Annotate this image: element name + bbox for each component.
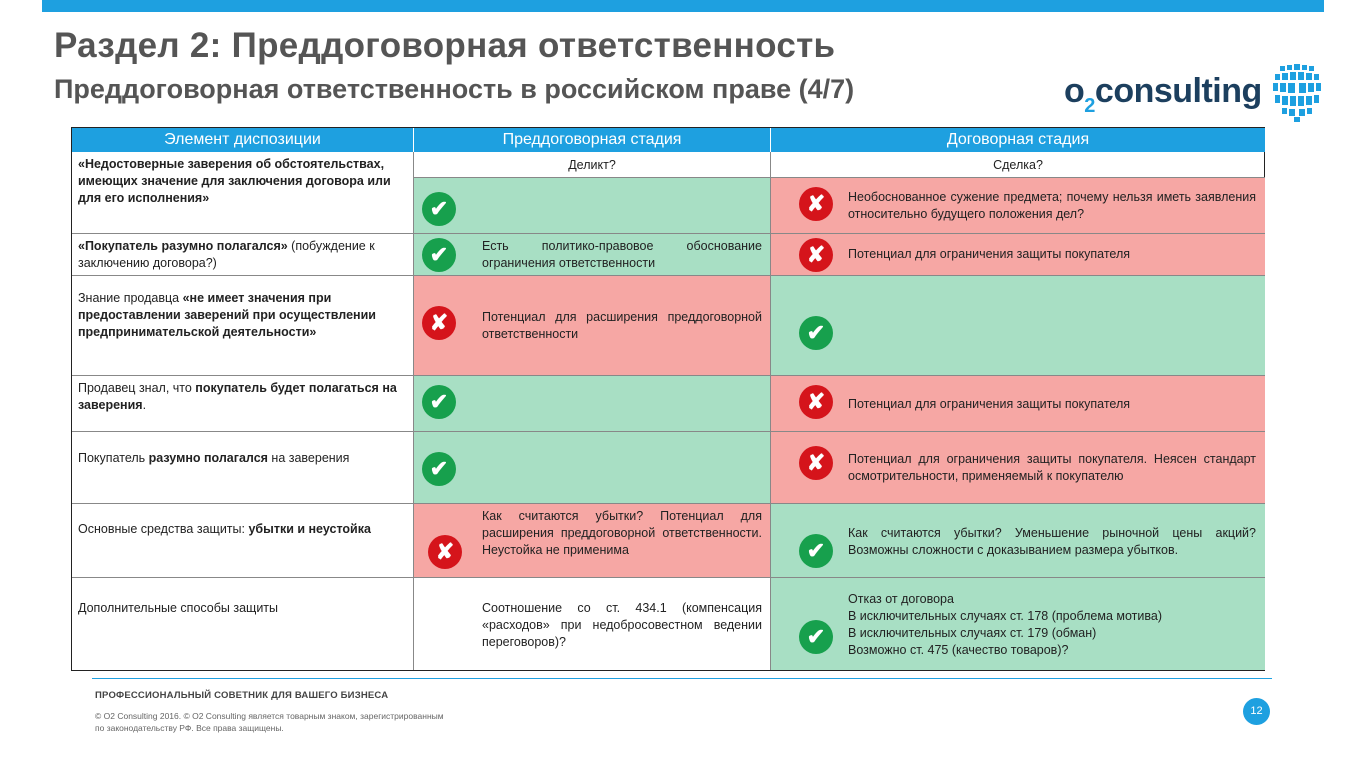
check-icon: ✔ (422, 385, 456, 419)
footer-divider (92, 678, 1272, 679)
check-icon: ✔ (422, 238, 456, 272)
row-6-element: Основные средства защиты: убытки и неустойка (72, 504, 414, 578)
column-header-pre: Преддоговорная стадия (414, 128, 771, 152)
cross-icon: ✘ (799, 385, 833, 419)
pre-subheader: Деликт? (414, 152, 771, 178)
row-6-pre: ✘ Как считаются убытки? Потенциал для расширения преддоговорной ответственности. Неустойка не применима (414, 504, 771, 578)
row-5-pre (414, 432, 771, 504)
cross-icon: ✘ (428, 535, 462, 569)
row-2-pre: ✔ Есть политико-правовое обоснование ограничения ответственности (414, 234, 771, 276)
footer-brand: ПРОФЕССИОНАЛЬНЫЙ СОВЕТНИК ДЛЯ ВАШЕГО БИЗНЕСА (95, 690, 389, 701)
globe-logo-icon (1272, 64, 1322, 122)
row-3-contract (771, 276, 1265, 376)
page-number: 12 (1243, 698, 1270, 725)
page-subtitle: Преддоговорная ответственность в российском праве (4/7) (54, 74, 855, 104)
check-icon: ✔ (799, 316, 833, 350)
footer-copyright: © О2 Consulting 2016. © О2 Consulting является товарным знаком, зарегистрированным по законодательству РФ. Все права защищены. (95, 711, 444, 733)
row-1-pre (414, 178, 771, 234)
page-title: Раздел 2: Преддоговорная ответственность (54, 26, 836, 65)
check-icon: ✔ (422, 452, 456, 486)
row-6-contract: ✔ Как считаются убытки? Уменьшение рыночной цены акций? Возможны сложности с доказыванием размера убытков. (771, 504, 1265, 578)
row-4-element: Продавец знал, что покупатель будет полагаться на заверения. (72, 376, 414, 432)
row-7-contract: ✔ Отказ от договора В исключительных случаях ст. 178 (проблема мотива) В исключительных случаях ст. 179 (обман) Возможно ст. 475 (качество товаров)? (771, 578, 1265, 670)
row-7-element: Дополнительные способы защиты (72, 578, 414, 670)
row-7-pre: Соотношение со ст. 434.1 (компенсация «расходов» при недобросовестном ведении переговоров)? (414, 578, 771, 670)
row-4-contract: ✘ Потенциал для ограничения защиты покупателя (771, 376, 1265, 432)
cross-icon: ✘ (799, 187, 833, 221)
cross-icon: ✘ (799, 446, 833, 480)
row-1-element: «Недостоверные заверения об обстоятельствах, имеющих значение для заключения договора или для его исполнения» (72, 152, 414, 234)
comparison-table (71, 127, 1265, 671)
row-1-contract: ✘ Необоснованное сужение предмета; почему нельзя иметь заявления относительно будущего положения дел? (771, 178, 1265, 234)
cross-icon: ✘ (422, 306, 456, 340)
check-icon: ✔ (799, 620, 833, 654)
row-5-contract: ✘ Потенциал для ограничения защиты покупателя. Неясен стандарт осмотрительности, применяемый к покупателю (771, 432, 1265, 504)
row-4-pre (414, 376, 771, 432)
contract-subheader: Сделка? (771, 152, 1265, 178)
check-icon: ✔ (799, 534, 833, 568)
row-5-element: Покупатель разумно полагался на заверения (72, 432, 414, 504)
cross-icon: ✘ (799, 238, 833, 272)
check-icon: ✔ (422, 192, 456, 226)
column-header-contract: Договорная стадия (771, 128, 1265, 152)
top-accent-bar (42, 0, 1324, 12)
row-3-element: Знание продавца «не имеет значения при предоставлении заверений при осуществлении предпринимательской деятельности» (72, 276, 414, 376)
column-header-element: Элемент диспозиции (72, 128, 414, 152)
company-logo: $o_2consulting$ (1064, 72, 1262, 117)
row-2-contract: ✘ Потенциал для ограничения защиты покупателя (771, 234, 1265, 276)
row-3-pre: ✘ Потенциал для расширения преддоговорной ответственности (414, 276, 771, 376)
row-2-element: «Покупатель разумно полагался» (побуждение к заключению договора?) (72, 234, 414, 276)
